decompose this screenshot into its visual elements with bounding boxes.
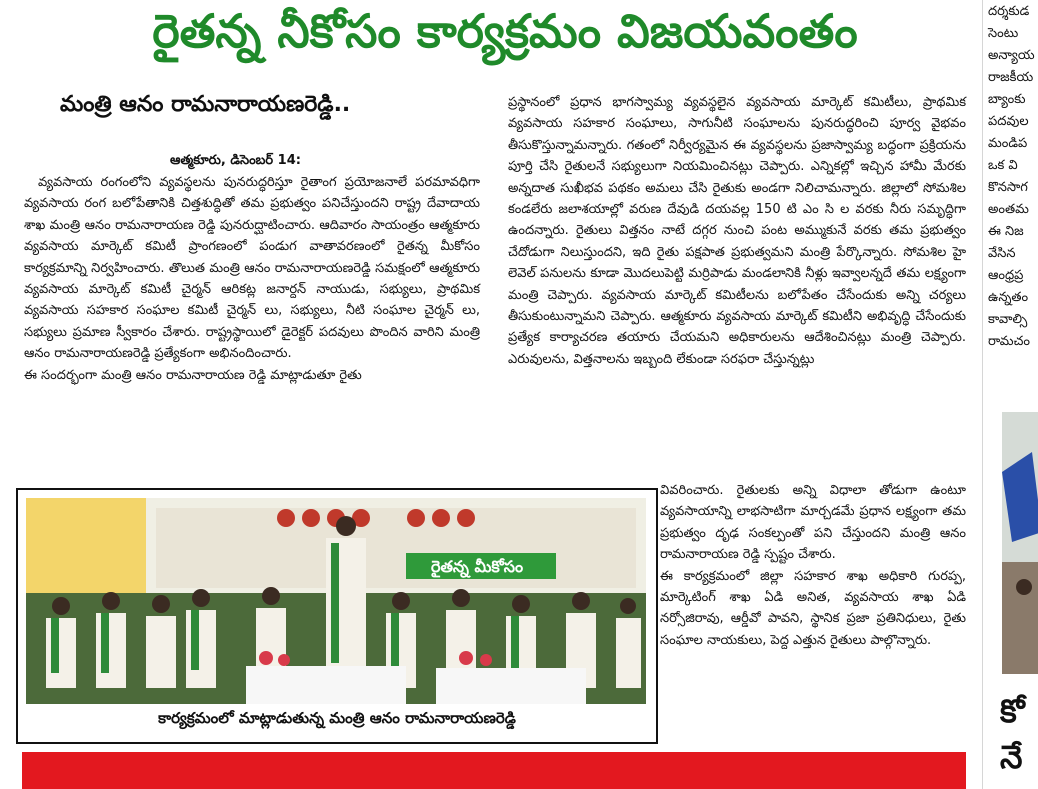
column-divider	[982, 0, 983, 789]
adjacent-text-line: రాజకీయ	[988, 70, 1034, 85]
adjacent-text-line: సెంటు	[988, 26, 1019, 41]
article-column-3	[660, 480, 966, 651]
adjacent-text-line: అన్యాయ	[988, 48, 1035, 63]
adjacent-photo	[1002, 412, 1038, 674]
adjacent-text-line: అంతమ	[988, 202, 1029, 217]
article-paragraph: వ్యవసాయ రంగంలోని వ్యవస్థలను పునరుద్ధరిస్తూ రైతాంగ ప్రయోజనాలే పరమావధిగా వ్యవసాయ రంగ బలోపేతానికి చిత్తశుద్ధితో తమ ప్రభుత్వం పనిచేస్తుందని రాష్ట్ర దేవాదాయ శాఖ మంత్రి ఆనం రామనారాయణ రెడ్డి పునరుద్ఘాటించారు. ఆదివారం సాయంత్రం ఆత్మకూరు వ్యవసాయ మార్కెట్ కమిటీ ప్రాంగణంలో పండుగ వాతావరణంలో రైతన్న మీకోసం కార్యక్రమాన్ని నిర్వహించారు. తొలుత మంత్రి ఆనం రామనారాయణరెడ్డి సమక్షంలో ఆత్మకూరు వ్యవసాయ మార్కెట్ కమిటీ చైర్మన్ ఆరికట్ల జనార్దన్ నాయుడు, సభ్యులు, ప్రాథమిక వ్యవసాయ సహకార సంఘాల కమిటీ చైర్మన్ లు, సభ్యులు, నీటి సంఘాల చైర్మన్ లు, సభ్యులు ప్రమాణ స్వీకారం చేశారు. రాష్ట్రస్థాయిలో డైరెక్టర్ పదవులు పొందిన వారిని మంత్రి ఆనం రామనారాయణరెడ్డి ప్రత్యేకంగా అభినందించారు.	[24, 175, 480, 362]
article-paragraph: ఈ కార్యక్రమంలో జిల్లా సహకార శాఖ అధికారి గురప్ప, మార్కెటింగ్ శాఖ ఏడి అనిత, వ్యవసాయ శాఖ ఏడి నర్సోజిరావు, ఆర్డీవో పావని, స్థానిక ప్రజా ప్రతినిధులు, రైతు సంఘాల నాయకులు, పెద్ద ఎత్తున రైతులు పాల్గొన్నారు.	[660, 568, 966, 648]
adjacent-text-line: కావాల్సి	[988, 312, 1028, 327]
event-photo	[26, 498, 646, 704]
article-paragraph: ఈ సందర్భంగా మంత్రి ఆనం రామనారాయణ రెడ్డి మాట్లాడుతూ రైతు	[24, 367, 362, 383]
subheadline: మంత్రి ఆనం రామనారాయణరెడ్డి..	[60, 92, 351, 117]
adjacent-text-line: ఉన్నతం	[988, 290, 1029, 305]
article-paragraph: వివరించారు. రైతులకు అన్ని విధాలా తోడుగా ఉంటూ వ్యవసాయాన్ని లాభసాటిగా మార్చడమే ప్రధాన లక్ష్యంగా తమ ప్రభుత్వం దృఢ సంకల్పంతో పని చేస్తుందని మంత్రి ఆనం రామనారాయణ రెడ్డి స్పష్టం చేశారు.	[660, 483, 966, 563]
adjacent-headline-line: కో	[1000, 692, 1025, 730]
adjacent-photo-illustration	[1002, 412, 1038, 674]
adjacent-text-line: కొనసాగ	[988, 180, 1028, 195]
headline: రైతన్న నీకోసం కార్యక్రమం విజయవంతం	[152, 4, 858, 58]
event-photo-illustration	[26, 498, 646, 704]
banner-text: రైతన్న మీకోసం	[431, 557, 524, 576]
next-story-red-banner	[22, 752, 966, 789]
article-paragraph: ప్రస్థానంలో ప్రధాన భాగస్వామ్య వ్యవస్థలైన వ్యవసాయ మార్కెట్ కమిటీలు, ప్రాథమిక వ్యవసాయ సహకార సంఘాలు, సాగునీటి సంఘాలను పునరుద్ధరించి పూర్వ వైభవం తీసుకొస్తున్నామన్నారు. గతంలో నిర్వీర్యమైన ఈ వ్యవస్థలను ప్రజాస్వామ్య బద్ధంగా ప్రక్రియను పూర్తి చేసి రైతులనే సభ్యులుగా నియమించినట్లు చెప్పారు. ఎన్నికల్లో ఇచ్చిన హామీ మేరకు అన్నదాత సుఖీభవ పథకం అమలు చేసి రైతుకు అండగా నిలిచామన్నారు. జిల్లాలో సోమశిల కండలేరు జలాశయాల్లో వరుణ దేవుడి దయవల్ల 150 టి ఎం సి ల వరకు నీరు సమృద్ధిగా ఉందన్నారు. రైతులు విత్తనం నాటే దగ్గర నుంచి పంట అమ్ముకునే వరకు తమ ప్రభుత్వం చేదోడుగా నిలుస్తుందని, ఇది రైతు పక్షపాత ప్రభుత్వమని మంత్రి పేర్కొన్నారు. సోమశిల హై లెవెల్ పనులను కూడా మొదలుపెట్టి మర్రిపాడు మండలానికి నీళ్లు ఇవ్వాలన్నదే తమ లక్ష్యంగా మంత్రి చెప్పారు. వ్యవసాయ మార్కెట్ కమిటీలను బలోపేతం చేసేందుకు అన్ని చర్యలు తీసుకుంటున్నామని చెప్పారు. ఆత్మకూరు వ్యవసాయ మార్కెట్ కమిటీని అభివృద్ధి చేసేందుకు ప్రత్యేక కార్యాచరణ తయారు చేయమని అధికారులను ఆదేశించినట్లు మంత్రి చెప్పారు. ఎరువులను, విత్తనాలను ఇబ్బంది లేకుండా సరఫరా చేస్తున్నట్లు	[508, 95, 966, 367]
adjacent-text-line: పదవుల	[988, 114, 1029, 129]
adjacent-text-line: ఆంధ్రప్ర	[988, 268, 1024, 283]
photo-caption: కార్యక్రమంలో మాట్లాడుతున్న మంత్రి ఆనం రామనారాయణరెడ్డి	[158, 709, 516, 727]
adjacent-text-line: దర్శకుడ	[988, 4, 1030, 19]
adjacent-text-line: మండిప	[988, 136, 1028, 151]
adjacent-text-line: బ్యాంకు	[988, 92, 1026, 107]
article-column-1	[24, 172, 480, 386]
article-column-2	[508, 92, 966, 370]
photo-frame	[16, 488, 658, 744]
adjacent-text-line: ఒక వి	[988, 158, 1018, 173]
adjacent-article-strip	[984, 0, 1038, 789]
dateline: ఆత్మకూరు, డిసెంబర్ 14:	[170, 153, 301, 168]
adjacent-text-line: రామచం	[988, 334, 1031, 349]
adjacent-text-line: వేసిన	[988, 246, 1016, 261]
adjacent-headline-line: నే	[1000, 738, 1023, 776]
adjacent-text-line: ఈ నిజ	[988, 224, 1024, 239]
